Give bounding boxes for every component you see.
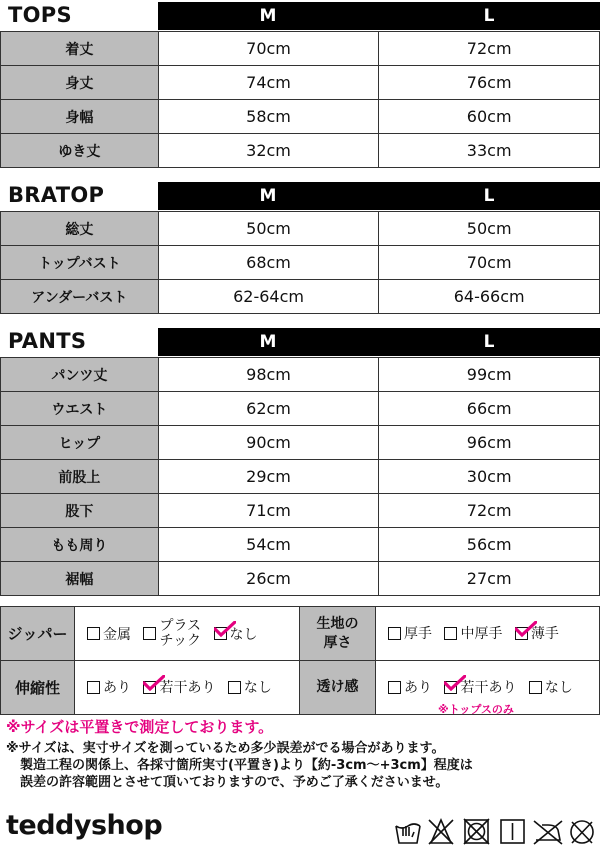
value-m: 26cm bbox=[158, 562, 379, 596]
pants-section bbox=[0, 326, 600, 588]
column-m: M bbox=[259, 332, 277, 352]
value-m: 50cm bbox=[158, 212, 379, 246]
value-l: 96cm bbox=[379, 426, 600, 460]
checked-checkbox-icon bbox=[214, 627, 227, 640]
table-row bbox=[1, 460, 600, 494]
sheer-option-yes bbox=[388, 677, 432, 697]
value-l: 56cm bbox=[379, 528, 600, 562]
row-label: パンツ丈 bbox=[1, 358, 159, 392]
table-row bbox=[1, 66, 600, 100]
checkbox-icon bbox=[228, 681, 241, 694]
row-label: ヒップ bbox=[1, 426, 159, 460]
stretch-option-slight bbox=[143, 677, 215, 697]
sheer-option-none bbox=[529, 677, 573, 697]
option-label: なし bbox=[544, 680, 573, 697]
row-label: ウエスト bbox=[1, 392, 159, 426]
pants-title: PANTS bbox=[8, 329, 87, 353]
column-l: L bbox=[483, 186, 495, 206]
checked-checkbox-icon bbox=[444, 681, 457, 694]
option-label: 厚手 bbox=[404, 626, 432, 643]
sheer-label: 透け感 bbox=[300, 661, 376, 715]
size-notes bbox=[6, 716, 596, 791]
value-l: 99cm bbox=[379, 358, 600, 392]
row-label: 身幅 bbox=[1, 100, 159, 134]
zipper-options bbox=[75, 607, 300, 661]
value-m: 29cm bbox=[158, 460, 379, 494]
option-label-line1: プラス bbox=[159, 617, 202, 634]
thickness-label-line1: 生地の bbox=[316, 615, 359, 632]
notes-line-3: 誤差の許容範囲とさせて頂いておりますので、予めご了承くださいませ。 bbox=[20, 775, 449, 790]
table-row bbox=[1, 358, 600, 392]
checked-checkbox-icon bbox=[143, 681, 156, 694]
value-l: 72cm bbox=[379, 32, 600, 66]
table-row bbox=[1, 32, 600, 66]
row-label: 身丈 bbox=[1, 66, 159, 100]
value-l: 30cm bbox=[379, 460, 600, 494]
hand-wash-icon bbox=[396, 824, 420, 843]
tops-title: TOPS bbox=[8, 3, 72, 27]
zipper-label: ジッパー bbox=[1, 607, 75, 661]
no-bleach-icon bbox=[429, 820, 453, 844]
table-row bbox=[1, 562, 600, 596]
table-row bbox=[1, 426, 600, 460]
option-label: 中厚手 bbox=[460, 626, 503, 643]
zipper-option-plastic bbox=[143, 619, 201, 649]
brand-logo: teddyshop bbox=[6, 810, 163, 841]
no-dry-clean-icon bbox=[571, 821, 593, 843]
value-l: 72cm bbox=[379, 494, 600, 528]
row-label: 裾幅 bbox=[1, 562, 159, 596]
option-label: あり bbox=[404, 680, 432, 697]
value-m: 54cm bbox=[158, 528, 379, 562]
check-mark-icon bbox=[444, 675, 466, 691]
table-row bbox=[1, 528, 600, 562]
notes-headline: ※サイズは平置きで測定しております。 bbox=[6, 718, 274, 736]
table-row bbox=[1, 212, 600, 246]
sheer-note: ※トップスのみ bbox=[438, 703, 514, 716]
value-l: 64-66cm bbox=[379, 280, 600, 314]
table-row bbox=[1, 100, 600, 134]
row-label: 前股上 bbox=[1, 460, 159, 494]
table-row bbox=[1, 280, 600, 314]
row-label: ゆき丈 bbox=[1, 134, 159, 168]
option-label: あり bbox=[103, 680, 131, 697]
check-mark-icon bbox=[143, 675, 165, 691]
bratop-table bbox=[0, 211, 600, 314]
check-mark-icon bbox=[515, 621, 537, 637]
option-label-line2: チック bbox=[159, 632, 202, 649]
checkbox-icon bbox=[529, 681, 542, 694]
option-label: 金属 bbox=[103, 626, 131, 643]
bratop-title: BRATOP bbox=[8, 183, 105, 207]
checkbox-icon bbox=[388, 627, 401, 640]
bratop-header bbox=[0, 180, 600, 208]
checkbox-icon bbox=[388, 681, 401, 694]
row-label: トップバスト bbox=[1, 246, 159, 280]
thickness-label bbox=[300, 607, 376, 661]
value-l: 27cm bbox=[379, 562, 600, 596]
thickness-label-line2: 厚さ bbox=[323, 634, 352, 651]
pants-header bbox=[0, 326, 600, 354]
zipper-option-metal bbox=[87, 624, 131, 644]
option-label: なし bbox=[243, 680, 272, 697]
tops-table bbox=[0, 31, 600, 168]
stretch-label: 伸縮性 bbox=[1, 661, 75, 715]
column-m: M bbox=[259, 6, 277, 26]
column-m: M bbox=[259, 186, 277, 206]
value-l: 76cm bbox=[379, 66, 600, 100]
value-m: 68cm bbox=[158, 246, 379, 280]
checkbox-icon bbox=[143, 627, 156, 640]
option-label bbox=[159, 619, 201, 649]
row-label: 着丈 bbox=[1, 32, 159, 66]
thickness-option-thick bbox=[388, 623, 432, 643]
stretch-option-yes bbox=[87, 677, 131, 697]
attribute-row bbox=[1, 661, 600, 715]
check-mark-icon bbox=[214, 621, 236, 637]
line-dry-icon bbox=[501, 820, 524, 843]
value-l: 70cm bbox=[379, 246, 600, 280]
value-m: 71cm bbox=[158, 494, 379, 528]
row-label: アンダーバスト bbox=[1, 280, 159, 314]
row-label: もも周り bbox=[1, 528, 159, 562]
tops-section bbox=[0, 0, 600, 160]
value-m: 90cm bbox=[158, 426, 379, 460]
table-row bbox=[1, 246, 600, 280]
bratop-header-bar bbox=[158, 182, 600, 210]
value-m: 74cm bbox=[158, 66, 379, 100]
row-label: 股下 bbox=[1, 494, 159, 528]
attribute-row bbox=[1, 607, 600, 661]
stretch-options bbox=[75, 661, 300, 715]
value-m: 62-64cm bbox=[158, 280, 379, 314]
sheer-options bbox=[376, 661, 600, 715]
value-m: 58cm bbox=[158, 100, 379, 134]
pants-table bbox=[0, 357, 600, 596]
option-label: なし bbox=[229, 626, 258, 643]
tops-header-bar bbox=[158, 2, 600, 30]
option-label: 若干あり bbox=[159, 680, 216, 697]
thickness-option-thin bbox=[515, 623, 559, 643]
notes-line-1: ※サイズは、実寸サイズを測っているため多少誤差がでる場合があります。 bbox=[6, 741, 445, 756]
value-m: 70cm bbox=[158, 32, 379, 66]
bratop-section bbox=[0, 180, 600, 306]
care-labels bbox=[394, 816, 596, 846]
checked-checkbox-icon bbox=[515, 627, 528, 640]
checkbox-icon bbox=[87, 627, 100, 640]
value-l: 50cm bbox=[379, 212, 600, 246]
value-m: 98cm bbox=[158, 358, 379, 392]
checkbox-icon bbox=[87, 681, 100, 694]
zipper-option-none bbox=[214, 624, 258, 644]
tops-header bbox=[0, 0, 600, 28]
no-tumble-dry-icon bbox=[464, 819, 489, 844]
stretch-option-none bbox=[228, 677, 272, 697]
sheer-option-slight bbox=[444, 677, 516, 697]
value-l: 60cm bbox=[379, 100, 600, 134]
table-row bbox=[1, 494, 600, 528]
fabric-attributes-table bbox=[0, 606, 600, 715]
value-m: 32cm bbox=[158, 134, 379, 168]
row-label: 総丈 bbox=[1, 212, 159, 246]
table-row bbox=[1, 134, 600, 168]
value-l: 33cm bbox=[379, 134, 600, 168]
column-l: L bbox=[483, 332, 495, 352]
value-m: 62cm bbox=[158, 392, 379, 426]
pants-header-bar bbox=[158, 328, 600, 356]
no-iron-icon bbox=[534, 821, 562, 844]
thickness-options bbox=[376, 607, 600, 661]
notes-line-2: 製造工程の関係上、各採寸箇所実寸(平置き)より【約-3cm〜+3cm】程度は bbox=[20, 758, 473, 773]
option-label: 若干あり bbox=[460, 680, 517, 697]
checkbox-icon bbox=[444, 627, 457, 640]
option-label: 薄手 bbox=[530, 626, 559, 643]
column-l: L bbox=[483, 6, 495, 26]
thickness-option-medium bbox=[444, 623, 502, 643]
table-row bbox=[1, 392, 600, 426]
value-l: 66cm bbox=[379, 392, 600, 426]
